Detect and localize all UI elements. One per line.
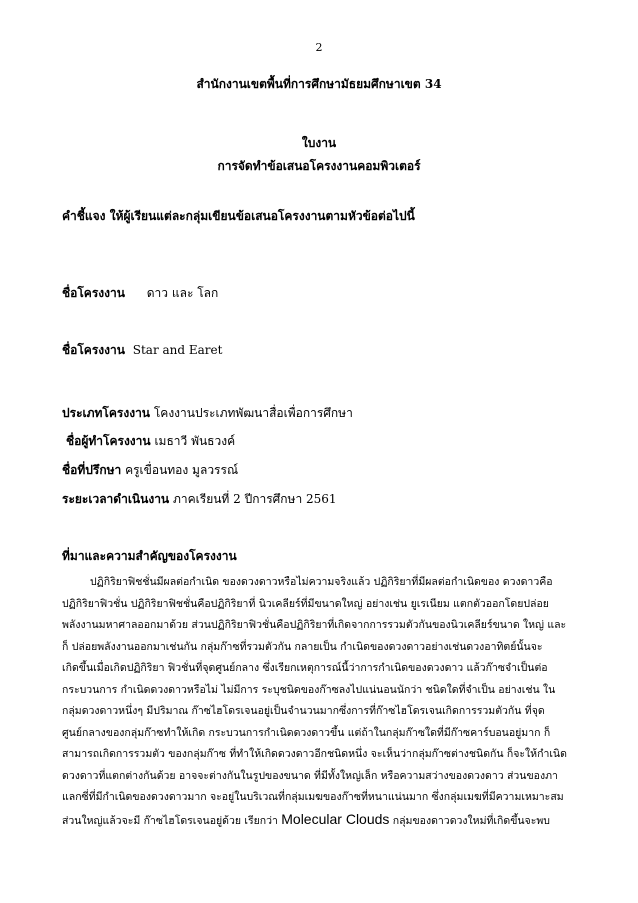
author-row [66,433,235,449]
duration-row [62,491,337,507]
instruction-line: คำชี้แจง ให้ผู้เรียนแต่ละกลุ่มเขียนข้อเสนอโครงงานตามหัวข้อต่อไปนี้ [62,209,415,223]
body-line: ก็ ปล่อยพลังงานออกมาเช่นกัน กลุ่มก๊าซที่รวมตัวกัน กลายเป็น กำเนิดของดวงดาวอย่างเช่นดวงอาทิตย์นั้นจะ [62,640,543,653]
advisor-value: ครูเขื่อนทอง มูลวรรณ์ [125,463,239,477]
section-heading: ที่มาและความสำคัญของโครงงาน [62,549,237,563]
project-name-en-label: ชื่อโครงงาน [62,343,125,357]
worksheet-subtitle: การจัดทำข้อเสนอโครงงานคอมพิวเตอร์ [217,159,421,173]
advisor-row [62,462,238,478]
project-name-th-label: ชื่อโครงงาน [62,286,125,300]
body-line: กลุ่มดวงดาวหนึ่งๆ มีปริมาณ ก๊าซไฮโดรเจนอยู่เป็นจำนวนมากซึ่งการที่ก๊าซไฮโดรเจนเกิดการรวมตัวกัน ที่จุด [62,705,545,717]
project-name-en-row [62,342,222,358]
body-line: กระบวนการ กำเนิดดวงดาวหรือไม่ ไม่มีการ ระบุชนิดของก๊าซลงไปแน่นอนนักว่า ชนิดใดที่จำเป็น อย่างเช่น ใน [62,683,556,696]
project-type-value: โคงงานประเภทพัฒนาสื่อเพื่อการศึกษา [153,406,353,420]
project-type-row [62,405,353,421]
body-line: สามารถเกิดการรวมตัว ของกลุ่มก๊าซ ที่ทำให้เกิดดวงดาวอีกชนิดหนึ่ง จะเห็นว่ากลุ่มก๊าซต่างชนิดกัน ก็จะให้กำเนิด [62,748,567,760]
worksheet-title: ใบงาน [301,136,337,150]
project-name-th-value: ดาว และ โลก [146,286,219,300]
author-label: ชื่อผู้ทำโครงงาน [66,434,151,448]
project-name-en-value: Star and Earet [132,343,223,357]
body-line: พลังงานมหาศาลออกมาด้วย ส่วนปฏิกิริยาฟิวชั่นคือปฏิกิริยาที่เกิดจากการรวมตัวกันของนิวเคลียร์ขนาด ใหญ่ และ [62,619,567,631]
body-line: เกิดขึ้นเมื่อเกิดปฏิกิริยา ฟิวชั่นที่จุดศูนย์กลาง ซึ่งเรียกเหตุการณ์นี้ว่าการกำเนิดของดวงดาว แล้วก๊าซจำเป็นต่อ [62,662,548,674]
last-line-start: ส่วนใหญ่แล้วจะมี ก๊าซไฮโดรเจนอยู่ด้วย เรียกว่า [62,814,282,827]
last-line-end: กลุ่มของดาวดวงใหม่ที่เกิดขึ้นจะพบ [389,814,550,827]
advisor-label: ชื่อที่ปรึกษา [62,463,122,477]
molecular-clouds-term: Molecular Clouds [281,810,390,827]
project-name-th-row [62,285,218,301]
body-line: ศูนย์กลางของกลุ่มก๊าซทำให้เกิด กระบวนการกำเนิดดวงดาวขึ้น แต่ถ้าในกลุ่มก๊าซใดที่มีก๊าซคาร์บอนอยู่มาก ก็ [62,726,551,739]
duration-value: ภาคเรียนที่ 2 ปีการศึกษา 2561 [172,492,337,506]
duration-label: ระยะเวลาดำเนินงาน [62,492,170,506]
author-value: เมธาวี พันธวงค์ [154,434,236,448]
page-number: 2 [315,41,323,54]
body-line: ปฏิกิริยาฟิวชั่น ปฏิกิริยาฟิชชั่นคือปฏิกิริยาที่ นิวเคลียร์ที่มีขนาดใหญ่ อย่างเช่น ยูเรเนียม แตกตัวออกโดยปล่อย [62,597,549,610]
body-line: แลกซี่ที่มีกำเนิดของดวงดาวมาก จะอยู่ในบริเวณที่กลุ่มเมฆของก๊าซที่หนาแน่นมาก ซึ่งกลุ่มเมฆที่มีความเหมาะสม [62,791,564,803]
body-line: ดวงดาวที่แตกต่างกันด้วย อาจจะต่างกันในรูปของขนาด ที่มีทั้งใหญ่เล็ก หรือความสว่างของดวงดาว ส่วนของภา [62,769,558,782]
body-line: ปฏิกิริยาฟิชชั่นมีผลต่อกำเนิด ของดวงดาวหรือไม่ความจริงแล้ว ปฏิกิริยาที่มีผลต่อกำเนิดของ ดวงดาวคือ [90,576,553,588]
body-line-last [62,809,602,833]
project-type-label: ประเภทโครงงาน [62,406,151,420]
body-paragraph [62,572,602,832]
office-heading: สำนักงานเขตพื้นที่การศึกษามัธยมศึกษาเขต 34 [196,77,442,91]
